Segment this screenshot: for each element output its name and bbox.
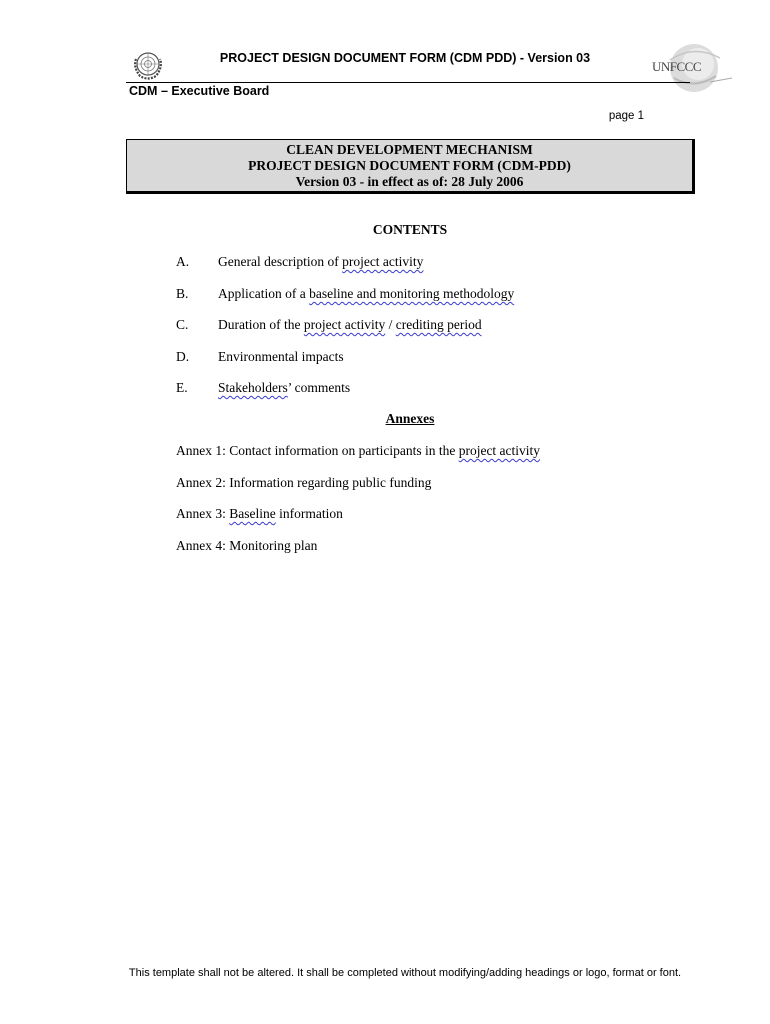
annexes-heading: Annexes [385,411,435,426]
unfccc-logo-text: UNFCCC [652,59,702,74]
title-line-3: Version 03 - in effect as of: 28 July 2006 [295,174,524,189]
page-number: page 1 [608,110,644,122]
document-header-title: PROJECT DESIGN DOCUMENT FORM (CDM PDD) - Version 03 [219,51,591,65]
toc-letter: B. [176,286,189,301]
toc-letter: A. [176,254,190,269]
contents-heading: CONTENTS [372,222,448,237]
toc-text: Environmental impacts [218,349,344,364]
title-line-1: CLEAN DEVELOPMENT MECHANISM [286,142,533,157]
annex-item: Annex 4: Monitoring plan [176,538,318,553]
toc-text: Duration of the project activity / crediting period [218,317,482,332]
title-line-2: PROJECT DESIGN DOCUMENT FORM (CDM-PDD) [248,158,571,173]
toc-letter: E. [176,380,188,395]
unfccc-logo-icon [640,38,736,104]
annex-item: Annex 3: Baseline information [176,506,343,521]
header-divider [126,82,690,83]
document-title-box [126,139,695,194]
toc-text: Stakeholders’ comments [218,380,351,395]
toc-letter: C. [176,317,189,332]
toc-text: General description of project activity [218,254,424,269]
footer-note: This template shall not be altered. It shall be completed without modifying/adding headings or logo, format or font. [128,967,682,979]
annex-item: Annex 2: Information regarding public funding [176,475,432,490]
toc-text: Application of a baseline and monitoring methodology [218,286,515,301]
annex-item: Annex 1: Contact information on participants in the project activity [176,443,541,458]
toc-letter: D. [176,349,190,364]
executive-board-label: CDM – Executive Board [129,84,270,98]
